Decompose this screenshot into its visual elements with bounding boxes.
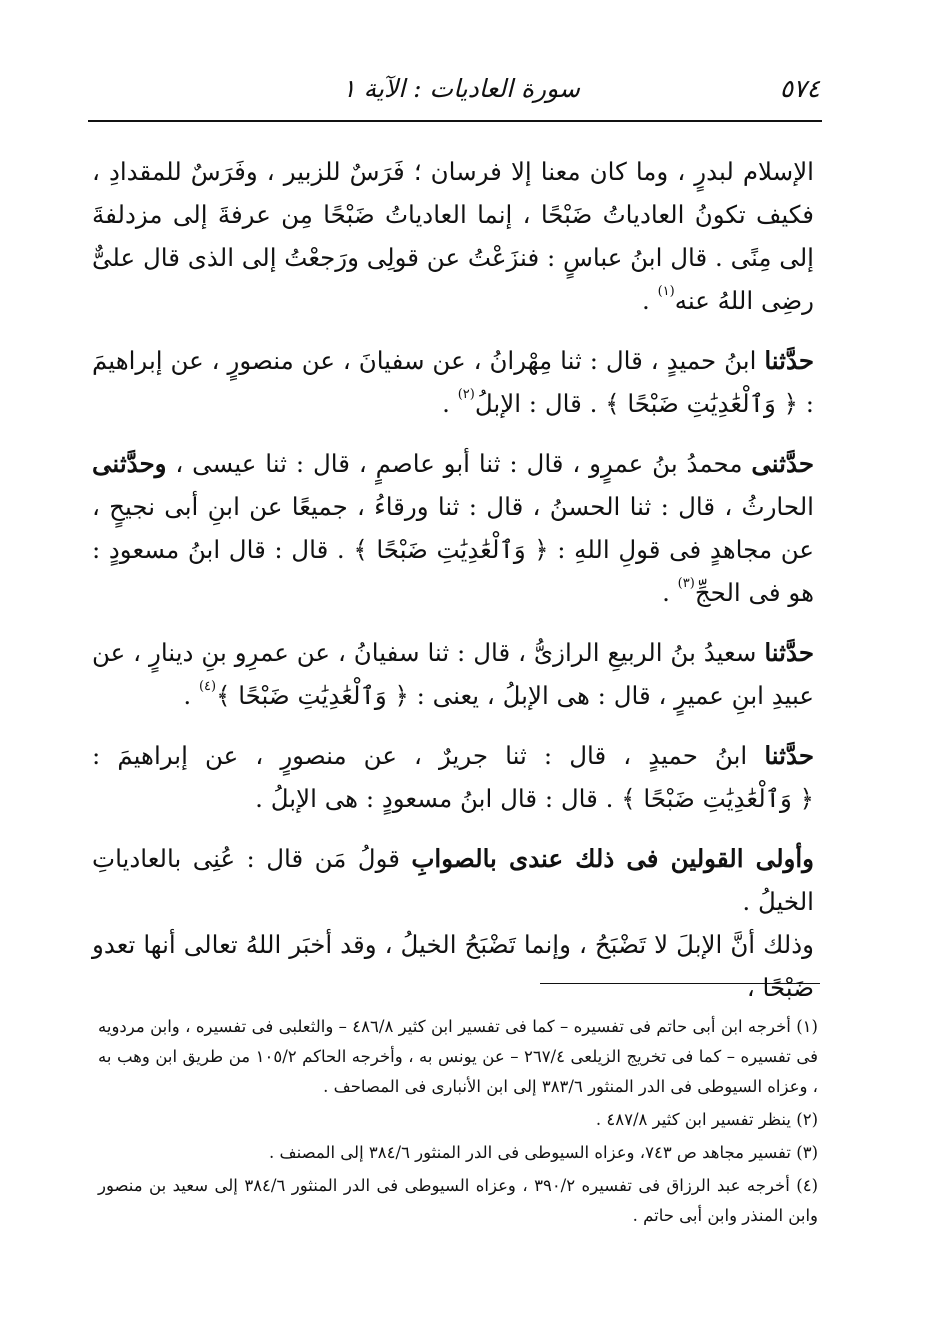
- paragraph-1: [92, 150, 814, 322]
- footnote-3: (٣) تفسير مجاهد ص ٧٤٣، وعزاه السيوطى فى الدر المنثور ٣٨٤/٦ إلى المصنف .: [269, 1143, 818, 1162]
- paragraph-3-end: .: [662, 578, 678, 607]
- narration-lead: حدَّثنى: [751, 449, 814, 478]
- paragraph-3: [92, 442, 814, 614]
- page-number: ٥٧٤: [779, 74, 820, 103]
- paragraph-5-tail: . قال : قال ابنُ مسعودٍ : هى الإبلُ .: [255, 784, 622, 813]
- footnote-ref-3: (٣): [677, 576, 695, 591]
- page-header: [90, 70, 820, 110]
- running-title: سورة العاديات : الآية ١: [342, 74, 580, 103]
- paragraph-6-text-2: وذلك أنَّ الإبلَ لا تَضْبَحُ ، وإنما تَضْبَحُ الخيلُ ، وقد أخبَر اللهُ تعالى أنها تعدو ضَبْحًا ،: [92, 930, 814, 1002]
- paragraph-2-tail: . قال : الإبلُ: [474, 389, 606, 418]
- paragraph-5-text: ابنُ حميدٍ ، قال : ثنا جريرٌ ، عن منصورٍ ، عن إبراهيمَ :: [92, 741, 765, 770]
- footnote-1: (١) أخرجه ابن أبى حاتم فى تفسيره – كما فى تفسير ابن كثير ٤٨٦/٨ – والثعلبى فى تفسيره ، وابن مردويه فى تفسيره – كما فى تخريج الزيلعى ٢٦٧/٤ – عن يونس به ، وأخرجه الحاكم ١٠٥/٢ من طريق ابن وهب به ، وعزاه السيوطى فى الدر المنثور ٣٨٣/٦ إلى ابن الأنبارى فى المصاحف .: [98, 1017, 819, 1096]
- footnotes: [98, 1012, 818, 1234]
- quran-quote: ﴿ وَٱلْعَٰدِيَٰتِ ضَبْحًا ﴾: [216, 681, 409, 710]
- main-text: [92, 150, 814, 1026]
- footnote-ref-2: (٢): [457, 387, 475, 402]
- narration-lead-2: وحدَّثنى: [92, 449, 167, 478]
- opinion-lead: وأولى القولين فى ذلك عندى بالصوابِ: [411, 844, 814, 873]
- paragraph-4-end: .: [183, 681, 199, 710]
- quran-quote: ﴿ وَٱلْعَٰدِيَٰتِ ضَبْحًا ﴾: [353, 535, 549, 564]
- paragraph-2-end: .: [442, 389, 458, 418]
- paragraph-4-text: سعيدُ بنُ الربيعِ الرازىُّ ، قال : ثنا سفيانُ ، عن عمرِو بنِ دينارٍ ، عن عبيدِ ابنِ عميرٍ ، قال : هى الإبلُ ، يعنى :: [92, 638, 814, 710]
- paragraph-3-tail: . قال : قال ابنُ مسعودٍ : هو فى الحجِّ: [92, 535, 814, 607]
- narration-lead: حدَّثنا: [764, 346, 814, 375]
- narration-lead: حدَّثنا: [764, 741, 814, 770]
- footnote-4: (٤) أخرجه عبد الرزاق فى تفسيره ٣٩٠/٢ ، وعزاه السيوطى فى الدر المنثور ٣٨٤/٦ إلى سعيد بن منصور وابن المنذر وابن أبى حاتم .: [98, 1176, 819, 1225]
- footnote-ref-4: (٤): [198, 679, 217, 694]
- paragraph-3-text: محمدُ بنُ عمرٍو ، قال : ثنا أبو عاصمٍ ، قال : ثنا عيسى ،: [166, 449, 752, 478]
- paragraph-1-text: الإسلام لبدرٍ ، وما كان معنا إلا فرسان ؛ فَرَسٌ للزبير ، وفَرَسٌ للمقدادِ ، فكيف تكونُ العادياتُ ضَبْحًا ، إنما العادياتُ ضَبْحًا مِن عرفةَ إلى مزدلفةَ إلى مِنًى . قال ابنُ عباسٍ : فنزَعْتُ عن قولِى ورَجعْتُ إلى الذى قال علىٌّ رضِى اللهُ عنه: [92, 157, 814, 315]
- paragraph-2: [92, 339, 814, 425]
- paragraph-5: [92, 734, 814, 820]
- paragraph-2-text: ابنُ حميدٍ ، قال : ثنا مِهْرانُ ، عن سفيانَ ، عن منصورٍ ، عن إبراهيمَ :: [92, 346, 814, 418]
- quran-quote: ﴿ وَٱلْعَٰدِيَٰتِ ضَبْحًا ﴾: [605, 389, 798, 418]
- paragraph-4: [92, 631, 814, 717]
- footnote-ref-1: (١): [657, 284, 675, 299]
- paragraph-6-text: قولُ مَن قال : عُنِى بالعادياتِ الخيلُ .: [92, 844, 814, 916]
- paragraph-1-end: .: [641, 286, 658, 315]
- footnote-separator: [540, 983, 820, 984]
- narration-lead: حدَّثنا: [764, 638, 814, 667]
- footnote-2: (٢) ينظر تفسير ابن كثير ٤٨٧/٨ .: [595, 1110, 818, 1129]
- quran-quote: ﴿ وَٱلْعَٰدِيَٰتِ ضَبْحًا ﴾: [621, 784, 814, 813]
- paragraph-3-text-2: الحارثُ ، قال : ثنا الحسنُ ، قال : ثنا ورقاءُ ، جميعًا عن ابنِ أبى نجيحٍ ، عن مجاهدٍ فى قولِ اللهِ :: [92, 492, 814, 564]
- header-rule: [88, 120, 822, 122]
